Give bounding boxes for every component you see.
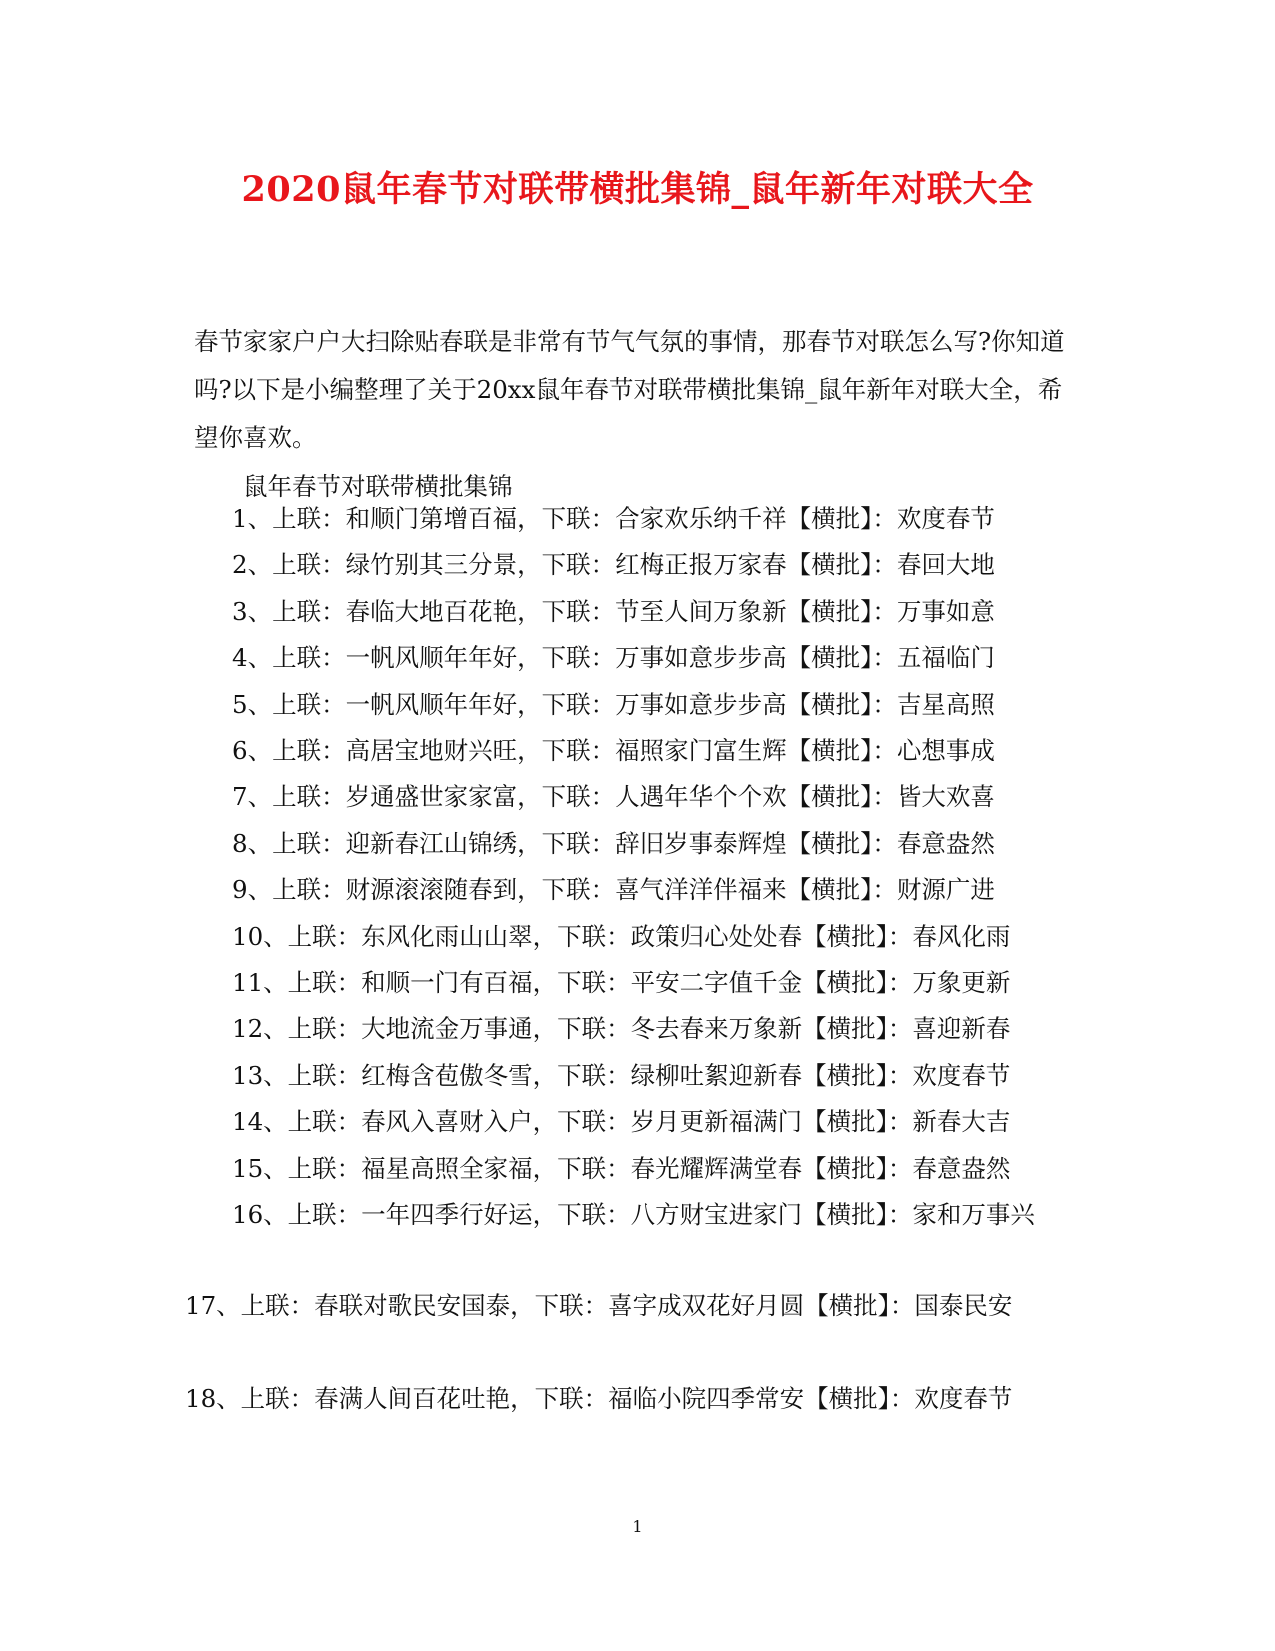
couplet-item: 6、上联：高居宝地财兴旺，下联：福照家门富生辉【横批】：心想事成 [232, 736, 995, 765]
couplet-item: 12、上联：大地流金万事通，下联：冬去春来万象新【横批】：喜迎新春 [232, 1014, 1011, 1044]
couplet-item: 8、上联：迎新春江山锦绣，下联：辞旧岁事泰辉煌【横批】：春意盎然 [232, 828, 995, 858]
couplet-item: 11、上联：和顺一门有百福，下联：平安二字值千金【横批】：万象更新 [232, 968, 1011, 997]
page-number: 1 [632, 1517, 643, 1536]
couplet-item: 5、上联：一帆风顺年年好，下联：万事如意步步高【横批】：吉星高照 [232, 689, 995, 719]
couplet-item: 7、上联：岁通盛世家家富，下联：人遇年华个个欢【横批】：皆大欢喜 [232, 782, 995, 812]
couplet-item: 4、上联：一帆风顺年年好，下联：万事如意步步高【横批】：五福临门 [232, 643, 995, 673]
couplet-item: 10、上联：东风化雨山山翠，下联：政策归心处处春【横批】：春风化雨 [232, 921, 1011, 951]
couplet-item: 2、上联：绿竹别其三分景，下联：红梅正报万家春【横批】：春回大地 [232, 550, 995, 580]
couplet-item: 13、上联：红梅含苞傲冬雪，下联：绿柳吐絮迎新春【横批】：欢度春节 [232, 1060, 1011, 1090]
couplet-item: 15、上联：福星高照全家福，下联：春光耀辉满堂春【横批】：春意盎然 [232, 1153, 1011, 1183]
couplet-item: 1、上联：和顺门第增百福，下联：合家欢乐纳千祥【横批】：欢度春节 [232, 504, 995, 533]
couplet-item: 14、上联：春风入喜财入户，下联：岁月更新福满门【横批】：新春大吉 [232, 1107, 1011, 1137]
couplet-item: 3、上联：春临大地百花艳，下联：节至人间万象新【横批】：万事如意 [232, 596, 995, 626]
couplet-item: 17、上联：春联对歌民安国泰，下联：喜字成双花好月圆【横批】：国泰民安 [185, 1291, 1013, 1320]
document-title: 2020鼠年春节对联带横批集锦_鼠年新年对联大全 [241, 169, 1034, 210]
intro-paragraph: 春节家家户户大扫除贴春联是非常有节气气氛的事情，那春节对联怎么写?你知道吗?以下是小编整理了关于20xx鼠年春节对联带横批集锦_鼠年新年对联大全，希望你喜欢。 [194, 327, 1065, 452]
couplet-item: 18、上联：春满人间百花吐艳，下联：福临小院四季常安【横批】：欢度春节 [185, 1384, 1013, 1413]
couplet-item: 9、上联：财源滚滚随春到，下联：喜气洋洋伴福来【横批】：财源广进 [232, 875, 995, 905]
section-heading: 鼠年春节对联带横批集锦 [243, 472, 513, 501]
couplet-item: 16、上联：一年四季行好运，下联：八方财宝进家门【横批】：家和万事兴 [232, 1200, 1035, 1229]
